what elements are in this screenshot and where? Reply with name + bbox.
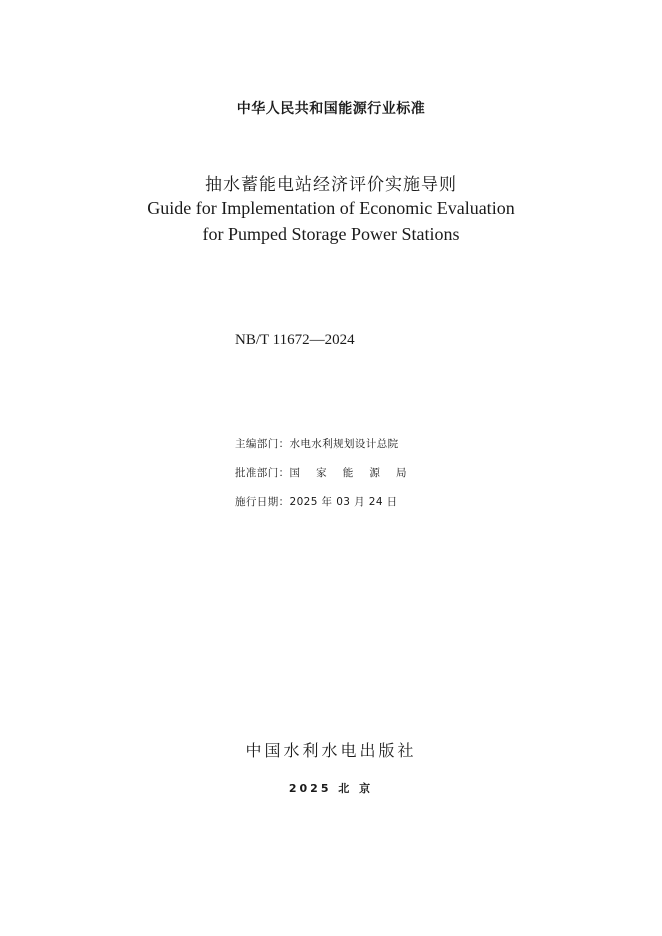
editor-department <box>235 436 399 451</box>
effective-label: 施行日期： <box>235 496 290 508</box>
publication-year-place: 2025 北 京 <box>288 782 374 795</box>
effective-date <box>235 494 398 509</box>
approving-department <box>235 465 407 480</box>
publisher-name: 中国水利水电出版社 <box>245 741 417 760</box>
standard-number: NB/T 11672—2024 <box>235 332 355 348</box>
approver-label: 批准部门： <box>235 467 290 479</box>
approver-value: 国 家 能 源 局 <box>289 467 407 479</box>
standard-series-heading: 中华人民共和国能源行业标准 <box>236 101 426 117</box>
title-english-line-2: for Pumped Storage Power Stations <box>202 224 460 244</box>
effective-value: 2025 年 03 月 24 日 <box>289 496 398 508</box>
editor-label: 主编部门： <box>235 438 290 450</box>
title-english-line-1: Guide for Implementation of Economic Evaluation <box>147 198 515 218</box>
title-chinese: 抽水蓄能电站经济评价实施导则 <box>205 175 457 195</box>
editor-value: 水电水利规划设计总院 <box>289 438 399 450</box>
